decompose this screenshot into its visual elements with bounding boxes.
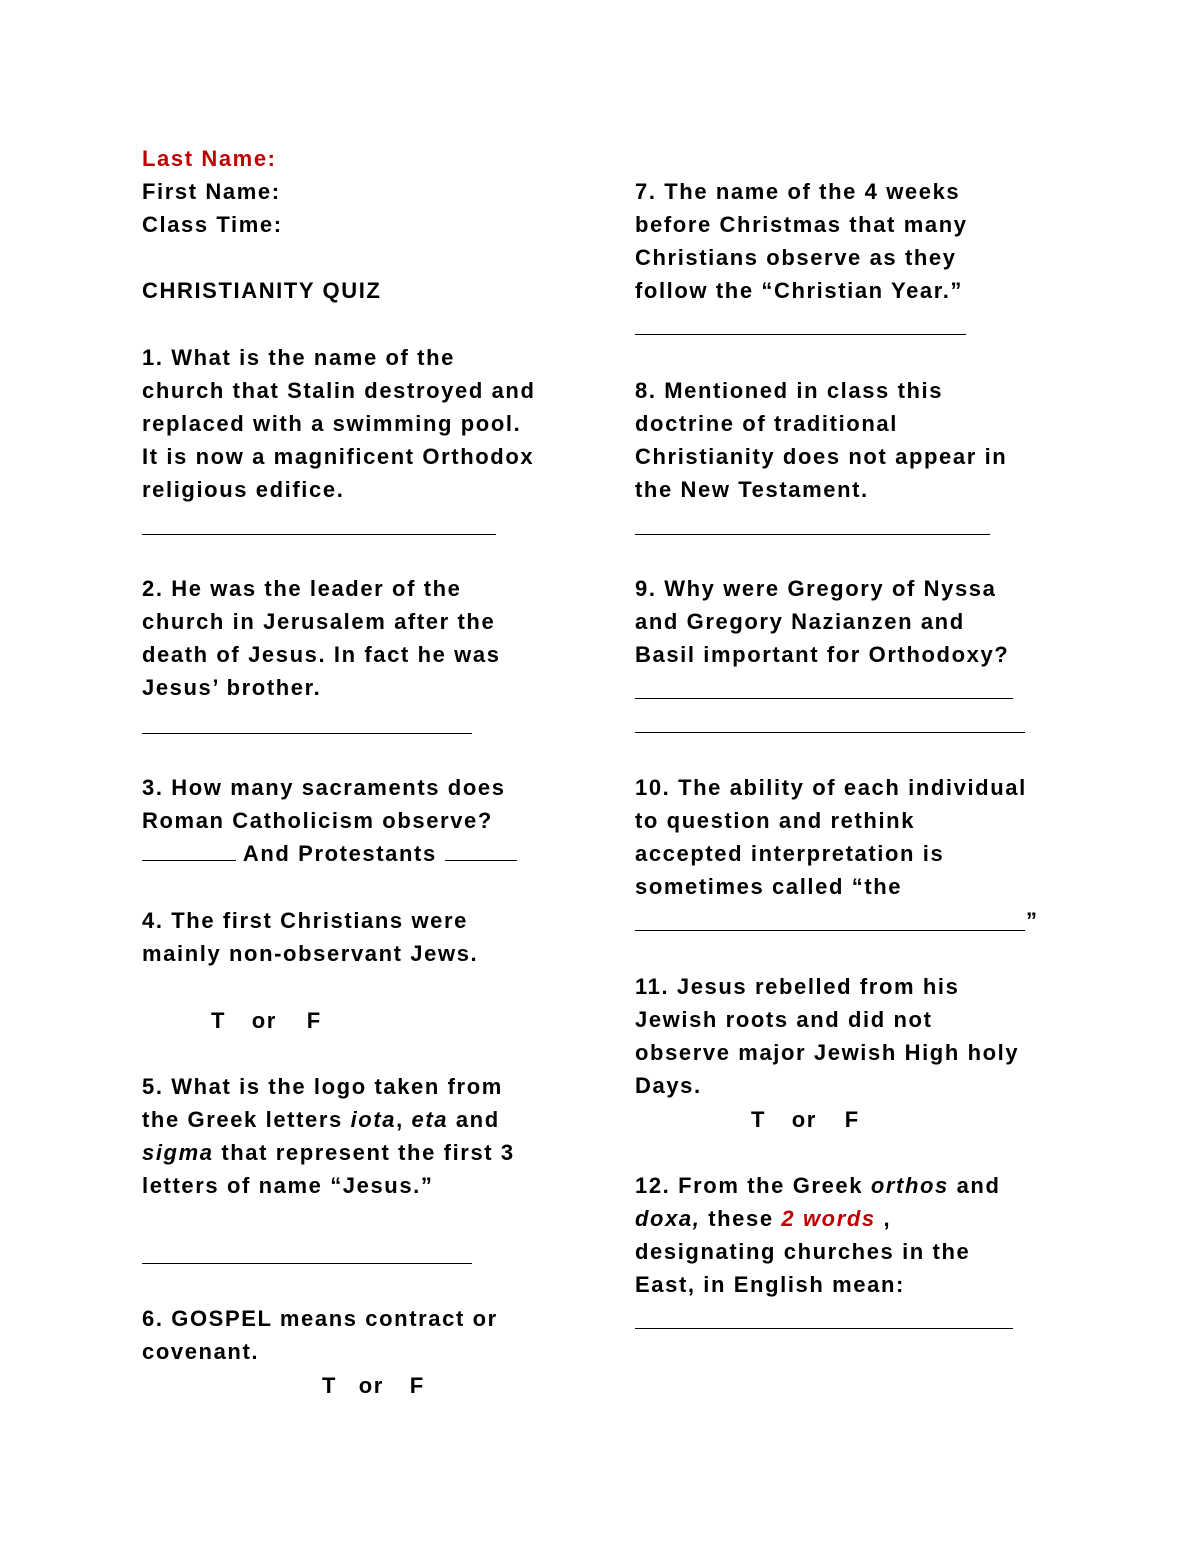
- q6-line: 6. GOSPEL means contract or: [142, 1306, 498, 1331]
- q5-iota: iota: [350, 1107, 397, 1132]
- q5-text: that represent the first 3: [221, 1140, 515, 1165]
- q12-two-words-highlight: 2 words: [781, 1206, 876, 1231]
- q2-line: Jesus’ brother.: [142, 675, 322, 700]
- q4-or-label: or: [251, 1008, 277, 1033]
- first-name-label: First Name:: [142, 179, 281, 204]
- q12-text: 12. From the Greek: [635, 1173, 864, 1198]
- q5-sigma: sigma: [142, 1140, 214, 1165]
- q5-text: and: [455, 1107, 500, 1132]
- q2-line: death of Jesus. In fact he was: [142, 642, 501, 667]
- q9-answer-blank-2[interactable]: [635, 732, 1025, 733]
- q4-false-option[interactable]: F: [306, 1008, 322, 1033]
- q12-line: designating churches in the: [635, 1239, 971, 1264]
- q10-line: sometimes called “the: [635, 874, 903, 899]
- q11-or-label: or: [791, 1107, 817, 1132]
- q12-line: [635, 1169, 1001, 1202]
- q3-line: 3. How many sacraments does: [142, 775, 506, 800]
- q7-line: follow the “Christian Year.”: [635, 278, 964, 303]
- q10-line: 10. The ability of each individual: [635, 775, 1027, 800]
- q10-answer-blank[interactable]: [635, 930, 1025, 931]
- q11-line: observe major Jewish High holy: [635, 1040, 1020, 1065]
- q11-false-option[interactable]: F: [844, 1107, 860, 1132]
- q11-true-false: [751, 1103, 860, 1136]
- q11-true-option[interactable]: T: [751, 1107, 767, 1132]
- q5-eta: eta: [411, 1107, 449, 1132]
- q3-protestant-blank[interactable]: [445, 860, 517, 861]
- q2-line: 2. He was the leader of the: [142, 576, 462, 601]
- q8-answer-blank[interactable]: [635, 534, 990, 535]
- q11-line: Days.: [635, 1073, 702, 1098]
- q8-line: Christianity does not appear in: [635, 444, 1008, 469]
- q12-line: East, in English mean:: [635, 1272, 905, 1297]
- q5-text: the Greek letters: [142, 1107, 343, 1132]
- q12-comma: ,: [883, 1206, 892, 1231]
- q1-line: replaced with a swimming pool.: [142, 411, 522, 436]
- q3-blank-line: [142, 837, 517, 870]
- q4-true-option[interactable]: T: [211, 1008, 227, 1033]
- q1-line: religious edifice.: [142, 477, 345, 502]
- q4-true-false: [211, 1004, 322, 1037]
- q1-line: It is now a magnificent Orthodox: [142, 444, 535, 469]
- q1-line: 1. What is the name of the: [142, 345, 455, 370]
- class-time-label: Class Time:: [142, 212, 283, 237]
- q6-false-option[interactable]: F: [409, 1373, 425, 1398]
- q12-line: [635, 1202, 891, 1235]
- q7-line: before Christmas that many: [635, 212, 968, 237]
- q12-text: and: [956, 1173, 1001, 1198]
- q3-protestants-label: And Protestants: [242, 841, 437, 866]
- q11-line: 11. Jesus rebelled from his: [635, 974, 960, 999]
- q1-answer-blank[interactable]: [142, 534, 496, 535]
- q3-catholic-blank[interactable]: [142, 860, 236, 861]
- q10-close-quote: ”: [1026, 908, 1039, 933]
- q8-line: 8. Mentioned in class this: [635, 378, 944, 403]
- last-name-label: Last Name:: [142, 146, 277, 171]
- q8-line: the New Testament.: [635, 477, 869, 502]
- q3-line: Roman Catholicism observe?: [142, 808, 493, 833]
- q9-line: 9. Why were Gregory of Nyssa: [635, 576, 997, 601]
- q5-line: [142, 1103, 500, 1136]
- q8-line: doctrine of traditional: [635, 411, 898, 436]
- q5-comma: ,: [396, 1107, 404, 1132]
- q4-line: mainly non-observant Jews.: [142, 941, 479, 966]
- q2-line: church in Jerusalem after the: [142, 609, 496, 634]
- q12-orthos: orthos: [870, 1173, 949, 1198]
- q10-line: to question and rethink: [635, 808, 916, 833]
- quiz-title: CHRISTIANITY QUIZ: [142, 278, 382, 303]
- q7-line: 7. The name of the 4 weeks: [635, 179, 961, 204]
- q9-answer-blank-1[interactable]: [635, 698, 1013, 699]
- q1-line: church that Stalin destroyed and: [142, 378, 536, 403]
- q12-text: these: [708, 1206, 774, 1231]
- q6-true-option[interactable]: T: [322, 1373, 338, 1398]
- q12-doxa: doxa,: [635, 1206, 701, 1231]
- q10-line: accepted interpretation is: [635, 841, 945, 866]
- q6-line: covenant.: [142, 1339, 260, 1364]
- q7-answer-blank[interactable]: [635, 334, 966, 335]
- q5-line: [142, 1136, 515, 1169]
- q7-line: Christians observe as they: [635, 245, 957, 270]
- q12-answer-blank[interactable]: [635, 1328, 1013, 1329]
- q5-line: letters of name “Jesus.”: [142, 1173, 434, 1198]
- q4-line: 4. The first Christians were: [142, 908, 468, 933]
- q11-line: Jewish roots and did not: [635, 1007, 933, 1032]
- q2-answer-blank[interactable]: [142, 733, 472, 734]
- q5-line: 5. What is the logo taken from: [142, 1074, 503, 1099]
- q5-answer-blank[interactable]: [142, 1263, 472, 1264]
- q9-line: and Gregory Nazianzen and: [635, 609, 965, 634]
- q9-line: Basil important for Orthodoxy?: [635, 642, 1010, 667]
- q6-true-false: [322, 1369, 425, 1402]
- q6-or-label: or: [358, 1373, 384, 1398]
